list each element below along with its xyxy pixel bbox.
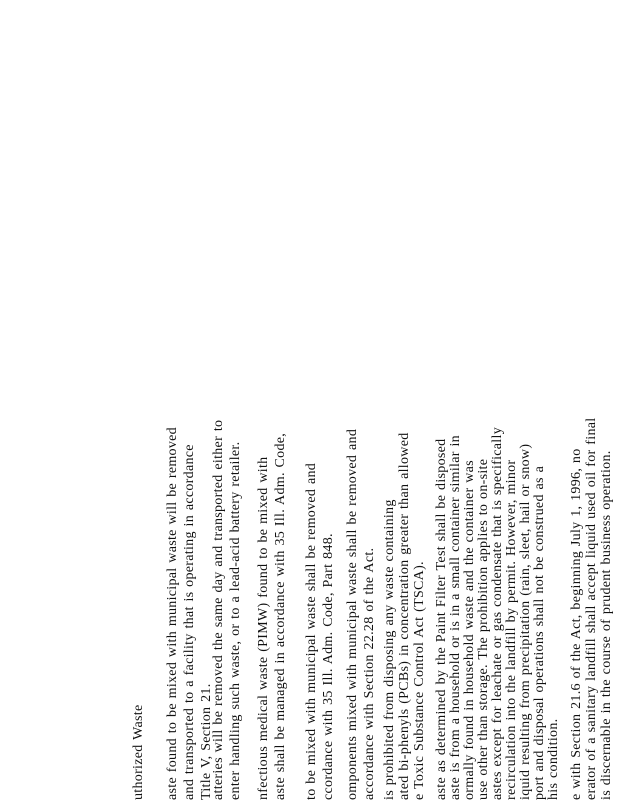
paragraph-line: his condition. (546, 718, 561, 800)
paragraph-line: aste found to be mixed with municipal waste will be removed (165, 427, 180, 800)
paragraph-line: omponents mixed with municipal waste shall be removed and (345, 428, 360, 800)
paragraph-line: aste is from a household or is in a small container similar in (448, 435, 463, 800)
paragraph-line: port and disposal operations shall not be construed as a (532, 465, 547, 800)
section-heading: uthorized Waste (131, 704, 146, 800)
paragraph-line: nfectious medical waste (PIMW) found to be mixed with (256, 456, 271, 800)
paragraph-line: astes except for leachate or gas condensate that is specifically (490, 427, 505, 800)
paragraph-line: ccordance with 35 Ill. Adm. Code, Part 848. (321, 533, 336, 800)
paragraph-line: ated bi-phenyls (PCBs) in concentration greater than allowed (397, 432, 412, 800)
paragraph-line: iquid resulting from precipitation (rain, sleet, hail or snow) (518, 443, 533, 800)
paragraph-line: e with Section 21.6 of the Act, beginning July 1, 1996, no (569, 448, 584, 800)
paragraph-line: aste shall be managed in accordance with 35 Ill. Adm. Code, (273, 432, 288, 800)
paragraph-line: accordance with Section 22.28 of the Act. (362, 547, 377, 800)
paragraph-line: to be mixed with municipal waste shall be removed and (304, 462, 319, 800)
paragraph-line: recirculation into the landfill by permit. However, minor (504, 459, 519, 800)
paragraph-line: use other than storage. The prohibition applies to on-site (476, 458, 491, 800)
paragraph-line: e Toxic Substance Control Act (TSCA). (412, 561, 427, 800)
paragraph-line: is discernable in the course of prudent business operation. (599, 450, 614, 800)
paragraph-line: ormally found in household waste and the container was (462, 460, 477, 800)
paragraph-line: erator of a sanitary landfill shall accept liquid used oil for final (584, 417, 599, 800)
paragraph-line: Title V, Section 21. (199, 683, 214, 800)
paragraph-line: enter handling such waste, or to a lead-acid battery retailer. (228, 441, 243, 800)
paragraph-line: aste as determined by the Paint Filter Test shall be disposed (434, 438, 449, 800)
paragraph-line: is prohibited from disposing any waste containing (382, 499, 397, 800)
paragraph-line: and transported to a facility that is operating in accordance (182, 444, 197, 800)
paragraph-line: atteries will be removed the same day and transported either to (211, 419, 226, 800)
